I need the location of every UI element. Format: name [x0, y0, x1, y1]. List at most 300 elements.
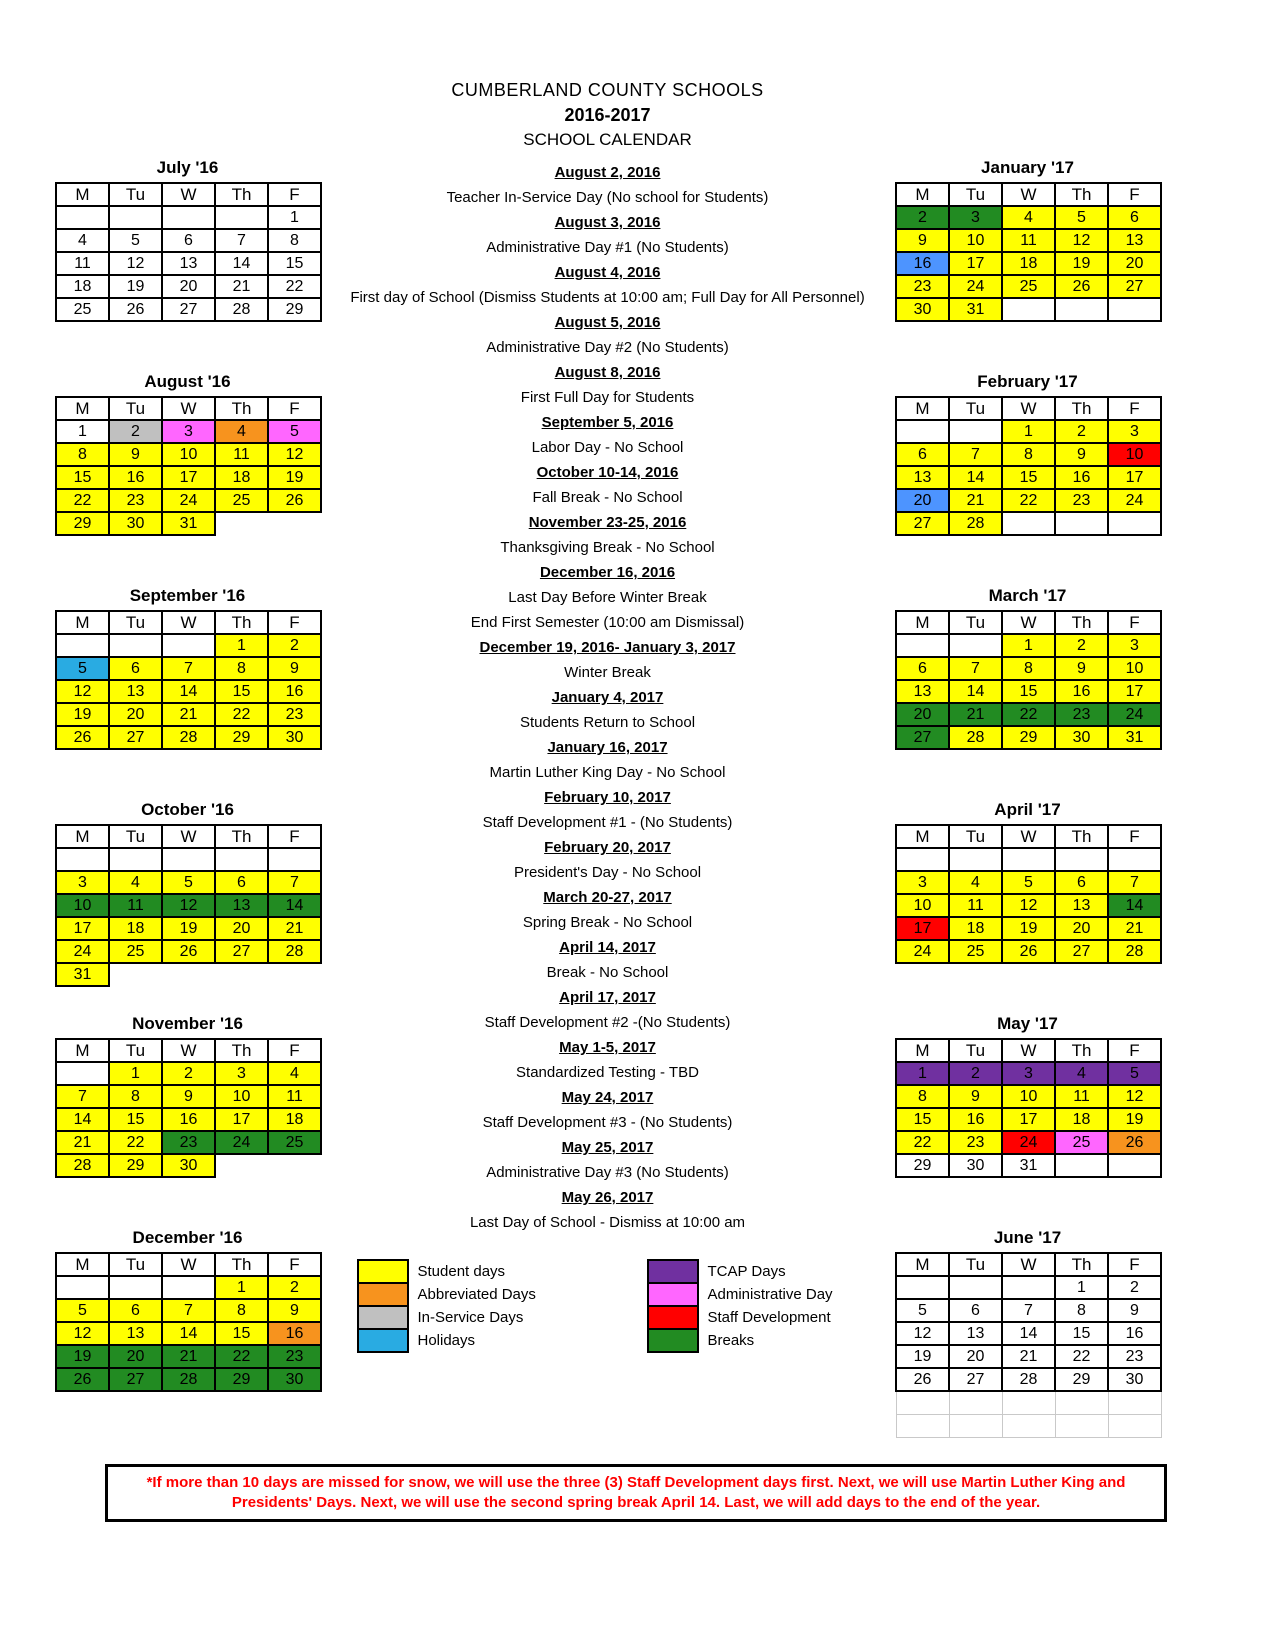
day-cell: 12 [109, 252, 162, 275]
day-cell: 30 [162, 1154, 215, 1177]
day-cell: 19 [162, 917, 215, 940]
day-cell: 1 [215, 634, 268, 657]
day-header: Tu [109, 611, 162, 634]
day-cell: 29 [1055, 1368, 1108, 1391]
calendar-table-october-16 [55, 824, 322, 987]
day-cell-empty [896, 634, 949, 657]
day-cell: 27 [896, 726, 949, 749]
day-cell: 18 [215, 466, 268, 489]
day-cell: 16 [109, 466, 162, 489]
day-cell: 25 [1002, 275, 1055, 298]
month-april-17 [895, 800, 1160, 1014]
day-cell: 27 [215, 940, 268, 963]
day-cell: 4 [1002, 206, 1055, 229]
day-cell: 6 [1108, 206, 1161, 229]
legend [326, 1259, 889, 1353]
event-date: January 4, 2017 [551, 689, 664, 706]
day-cell: 30 [268, 726, 321, 749]
day-cell: 24 [162, 489, 215, 512]
day-cell: 12 [268, 443, 321, 466]
day-cell: 13 [109, 1322, 162, 1345]
event-date: May 24, 2017 [561, 1089, 654, 1106]
day-cell: 15 [896, 1108, 949, 1131]
day-header: F [268, 825, 321, 848]
day-header: W [1002, 1039, 1055, 1062]
day-cell: 10 [1108, 657, 1161, 680]
legend-item [357, 1305, 569, 1330]
month-january-17 [895, 158, 1160, 372]
day-cell: 24 [1108, 703, 1161, 726]
legend-swatch-inservice [357, 1305, 409, 1330]
legend-swatch-holiday [357, 1328, 409, 1353]
day-cell: 23 [162, 1131, 215, 1154]
event-date: May 26, 2017 [561, 1189, 654, 1206]
day-cell: 31 [1002, 1154, 1055, 1177]
day-cell: 19 [1108, 1108, 1161, 1131]
day-cell: 15 [1002, 680, 1055, 703]
day-cell: 22 [1055, 1345, 1108, 1368]
legend-label: In-Service Days [417, 1309, 524, 1326]
day-cell: 4 [215, 420, 268, 443]
day-cell: 2 [949, 1062, 1002, 1085]
day-cell: 24 [56, 940, 109, 963]
day-cell: 6 [215, 871, 268, 894]
day-cell: 8 [215, 1299, 268, 1322]
month-title: January '17 [981, 158, 1074, 177]
day-cell: 16 [268, 680, 321, 703]
day-cell: 8 [1002, 657, 1055, 680]
day-cell: 16 [268, 1322, 321, 1345]
day-cell: 11 [56, 252, 109, 275]
day-cell-empty [1108, 848, 1161, 871]
day-cell: 2 [1055, 634, 1108, 657]
day-header: Th [1055, 825, 1108, 848]
day-cell: 3 [949, 206, 1002, 229]
day-cell: 3 [896, 871, 949, 894]
center-column [320, 158, 895, 1442]
event-date: September 5, 2016 [541, 414, 674, 431]
day-header: F [1108, 825, 1161, 848]
day-cell: 23 [949, 1131, 1002, 1154]
day-cell: 5 [56, 1299, 109, 1322]
day-cell: 29 [109, 1154, 162, 1177]
day-cell: 13 [896, 466, 949, 489]
month-february-17 [895, 372, 1160, 586]
event-desc: Administrative Day #2 (No Students) [486, 339, 729, 356]
day-header: W [1002, 825, 1055, 848]
day-cell-empty [1002, 848, 1055, 871]
day-header: Th [215, 1039, 268, 1062]
day-header: Tu [109, 825, 162, 848]
day-header: M [896, 825, 949, 848]
day-cell: 26 [109, 298, 162, 321]
day-cell: 18 [949, 917, 1002, 940]
month-august-16 [55, 372, 320, 586]
day-cell: 26 [1002, 940, 1055, 963]
snow-days-note [105, 1464, 1167, 1522]
day-cell: 16 [1055, 680, 1108, 703]
day-cell: 13 [896, 680, 949, 703]
day-cell-empty [949, 634, 1002, 657]
day-cell: 29 [896, 1154, 949, 1177]
day-header: W [162, 611, 215, 634]
day-cell-absent [215, 963, 268, 986]
day-cell-absent [162, 963, 215, 986]
day-cell: 7 [949, 443, 1002, 466]
legend-swatch-student [357, 1259, 409, 1284]
day-cell: 28 [56, 1154, 109, 1177]
event-desc: Last Day Before Winter Break [508, 589, 707, 606]
event-desc: First day of School (Dismiss Students at 10:00 am; Full Day for All Personnel) [350, 289, 865, 306]
day-cell: 12 [896, 1322, 949, 1345]
day-header: Th [215, 397, 268, 420]
day-cell: 9 [268, 657, 321, 680]
day-cell: 6 [896, 443, 949, 466]
day-cell: 20 [215, 917, 268, 940]
legend-label: Holidays [417, 1332, 476, 1349]
day-cell: 3 [162, 420, 215, 443]
page-header [0, 0, 1215, 150]
calendar-table-february-17 [895, 396, 1162, 536]
day-cell: 15 [215, 680, 268, 703]
day-cell: 8 [1002, 443, 1055, 466]
event-desc: Martin Luther King Day - No School [489, 764, 726, 781]
day-cell: 13 [162, 252, 215, 275]
legend-swatch-tcap [647, 1259, 699, 1284]
month-march-17 [895, 586, 1160, 800]
day-header: F [1108, 397, 1161, 420]
day-header: M [896, 397, 949, 420]
day-cell: 15 [1055, 1322, 1108, 1345]
day-cell: 16 [949, 1108, 1002, 1131]
calendar-table-march-17 [895, 610, 1162, 750]
day-header: Th [1055, 397, 1108, 420]
day-cell: 1 [896, 1062, 949, 1085]
day-cell: 4 [949, 871, 1002, 894]
day-cell: 20 [1108, 252, 1161, 275]
day-cell: 23 [1055, 489, 1108, 512]
day-cell-empty [109, 634, 162, 657]
legend-swatch-staffdev [647, 1305, 699, 1330]
day-cell: 30 [109, 512, 162, 535]
day-cell: 19 [56, 703, 109, 726]
day-cell: 17 [215, 1108, 268, 1131]
legend-item [357, 1328, 569, 1353]
calendar-label: SCHOOL CALENDAR [523, 130, 692, 149]
ghost-cell [949, 1414, 1002, 1437]
day-cell: 2 [1108, 1276, 1161, 1299]
day-cell: 20 [162, 275, 215, 298]
day-cell: 21 [1108, 917, 1161, 940]
day-cell: 12 [162, 894, 215, 917]
day-cell-empty [1055, 298, 1108, 321]
day-cell: 20 [896, 489, 949, 512]
day-cell-empty [1055, 512, 1108, 535]
day-cell: 23 [268, 1345, 321, 1368]
day-header: W [162, 397, 215, 420]
day-header: M [896, 183, 949, 206]
day-header: F [268, 397, 321, 420]
day-cell: 7 [1108, 871, 1161, 894]
legend-label: Breaks [707, 1332, 755, 1349]
day-cell: 4 [268, 1062, 321, 1085]
day-header: F [268, 611, 321, 634]
day-cell: 3 [56, 871, 109, 894]
legend-swatch-abbreviated [357, 1282, 409, 1307]
day-header: M [56, 825, 109, 848]
day-cell: 10 [215, 1085, 268, 1108]
day-cell: 5 [896, 1299, 949, 1322]
ghost-cell [1055, 1414, 1108, 1437]
day-cell: 22 [56, 489, 109, 512]
day-cell: 24 [1108, 489, 1161, 512]
day-cell: 20 [109, 703, 162, 726]
legend-item [357, 1259, 569, 1284]
day-header: Th [1055, 611, 1108, 634]
ghost-cell [1108, 1391, 1161, 1414]
day-cell: 7 [268, 871, 321, 894]
day-cell: 3 [1108, 634, 1161, 657]
day-cell: 8 [896, 1085, 949, 1108]
day-cell: 14 [162, 1322, 215, 1345]
day-header: M [56, 183, 109, 206]
day-header: M [896, 1253, 949, 1276]
day-cell-empty [109, 206, 162, 229]
day-cell: 7 [215, 229, 268, 252]
day-header: Tu [949, 611, 1002, 634]
event-date: August 3, 2016 [554, 214, 661, 231]
day-cell: 19 [896, 1345, 949, 1368]
day-cell: 2 [268, 1276, 321, 1299]
day-cell: 16 [896, 252, 949, 275]
day-cell-empty [162, 206, 215, 229]
ghost-cell [1108, 1414, 1161, 1437]
day-cell: 20 [109, 1345, 162, 1368]
day-cell: 7 [949, 657, 1002, 680]
day-cell: 27 [109, 1368, 162, 1391]
day-cell-empty [949, 420, 1002, 443]
day-cell: 25 [109, 940, 162, 963]
day-cell: 21 [215, 275, 268, 298]
day-cell: 21 [162, 1345, 215, 1368]
day-cell: 6 [109, 1299, 162, 1322]
event-date: August 5, 2016 [554, 314, 661, 331]
day-cell: 17 [1108, 680, 1161, 703]
event-desc: Last Day of School - Dismiss at 10:00 am [469, 1214, 746, 1231]
event-date: December 16, 2016 [539, 564, 676, 581]
day-cell: 13 [215, 894, 268, 917]
day-cell: 11 [109, 894, 162, 917]
day-cell: 1 [1002, 634, 1055, 657]
day-cell: 15 [1002, 466, 1055, 489]
day-cell: 16 [1108, 1322, 1161, 1345]
day-header: Tu [949, 1253, 1002, 1276]
legend-label: Student days [417, 1263, 506, 1280]
day-cell: 31 [1108, 726, 1161, 749]
day-cell: 22 [109, 1131, 162, 1154]
event-desc: Fall Break - No School [532, 489, 683, 506]
day-header: Tu [949, 1039, 1002, 1062]
day-cell: 1 [268, 206, 321, 229]
day-cell: 10 [896, 894, 949, 917]
day-cell: 8 [268, 229, 321, 252]
calendar-table-july-16 [55, 182, 322, 322]
month-december-16 [55, 1228, 320, 1442]
day-cell: 27 [1108, 275, 1161, 298]
day-cell: 30 [268, 1368, 321, 1391]
left-month-column [55, 158, 320, 1442]
event-desc: Staff Development #1 - (No Students) [482, 814, 733, 831]
day-cell: 2 [896, 206, 949, 229]
event-desc: Spring Break - No School [522, 914, 693, 931]
day-cell: 29 [215, 726, 268, 749]
day-cell: 18 [268, 1108, 321, 1131]
day-header: F [1108, 183, 1161, 206]
day-cell: 31 [56, 963, 109, 986]
day-cell: 25 [215, 489, 268, 512]
day-cell-empty [949, 1276, 1002, 1299]
day-cell-empty [162, 634, 215, 657]
day-cell: 25 [268, 1131, 321, 1154]
day-cell: 29 [56, 512, 109, 535]
event-date: January 16, 2017 [547, 739, 668, 756]
day-cell: 28 [162, 1368, 215, 1391]
day-cell: 2 [109, 420, 162, 443]
day-header: W [1002, 183, 1055, 206]
day-cell: 4 [56, 229, 109, 252]
day-cell-absent [268, 512, 321, 535]
day-cell: 30 [1055, 726, 1108, 749]
day-cell: 14 [215, 252, 268, 275]
day-cell: 31 [949, 298, 1002, 321]
day-cell: 22 [215, 1345, 268, 1368]
day-cell: 14 [1002, 1322, 1055, 1345]
day-cell: 23 [1108, 1345, 1161, 1368]
day-cell: 20 [1055, 917, 1108, 940]
day-cell: 14 [268, 894, 321, 917]
day-cell: 30 [1108, 1368, 1161, 1391]
day-cell: 10 [949, 229, 1002, 252]
event-desc: Staff Development #2 -(No Students) [484, 1014, 731, 1031]
event-date: February 20, 2017 [544, 839, 671, 856]
day-header: Tu [109, 397, 162, 420]
day-header: W [162, 183, 215, 206]
day-cell: 22 [896, 1131, 949, 1154]
day-header: M [56, 1253, 109, 1276]
day-cell: 25 [56, 298, 109, 321]
day-cell: 18 [1002, 252, 1055, 275]
day-cell-absent [215, 1154, 268, 1177]
calendar-table-november-16 [55, 1038, 322, 1178]
day-cell-empty [1002, 1276, 1055, 1299]
event-date: May 1-5, 2017 [559, 1039, 656, 1056]
day-cell: 29 [1002, 726, 1055, 749]
day-cell: 1 [1002, 420, 1055, 443]
day-cell: 8 [109, 1085, 162, 1108]
event-desc: Standardized Testing - TBD [516, 1064, 699, 1081]
day-cell: 5 [1055, 206, 1108, 229]
day-cell: 29 [215, 1368, 268, 1391]
day-cell-empty [1108, 512, 1161, 535]
day-cell: 11 [1055, 1085, 1108, 1108]
event-date: August 2, 2016 [554, 164, 661, 181]
legend-label: Administrative Day [707, 1286, 833, 1303]
legend-item [647, 1328, 859, 1353]
month-title: February '17 [977, 372, 1078, 391]
month-title: May '17 [997, 1014, 1058, 1033]
day-cell: 26 [896, 1368, 949, 1391]
day-header: W [1002, 1253, 1055, 1276]
day-cell: 10 [1108, 443, 1161, 466]
day-cell-absent [268, 963, 321, 986]
day-cell: 26 [162, 940, 215, 963]
legend-item [357, 1282, 569, 1307]
day-cell: 12 [1002, 894, 1055, 917]
day-header: F [1108, 1253, 1161, 1276]
day-cell: 3 [1002, 1062, 1055, 1085]
event-desc: Break - No School [546, 964, 669, 981]
day-cell-absent [109, 963, 162, 986]
month-july-16 [55, 158, 320, 372]
event-date: August 8, 2016 [554, 364, 661, 381]
day-cell-empty [56, 1276, 109, 1299]
events-list [326, 160, 889, 1235]
month-title: July '16 [156, 158, 219, 177]
day-cell: 12 [1055, 229, 1108, 252]
day-cell: 2 [162, 1062, 215, 1085]
day-cell-empty [896, 420, 949, 443]
day-cell: 6 [162, 229, 215, 252]
legend-label: Abbreviated Days [417, 1286, 536, 1303]
day-cell: 26 [56, 1368, 109, 1391]
day-cell: 21 [1002, 1345, 1055, 1368]
ghost-cell [1002, 1391, 1055, 1414]
ghost-cell [1055, 1391, 1108, 1414]
snow-days-note-text: *If more than 10 days are missed for snow, we will use the three (3) Staff Development days first. Next, we will use Martin Luther King and Presidents' Days. Next, we will use the second spring break April 14. Last, we will add days to the end of the year. [146, 1474, 1126, 1511]
day-cell: 19 [109, 275, 162, 298]
day-cell: 9 [949, 1085, 1002, 1108]
day-cell: 28 [1002, 1368, 1055, 1391]
day-cell: 27 [1055, 940, 1108, 963]
day-cell: 24 [896, 940, 949, 963]
day-cell: 24 [949, 275, 1002, 298]
day-cell: 6 [896, 657, 949, 680]
day-header: Tu [949, 397, 1002, 420]
day-cell: 27 [896, 512, 949, 535]
legend-label: TCAP Days [707, 1263, 786, 1280]
day-cell: 9 [162, 1085, 215, 1108]
day-cell: 4 [109, 871, 162, 894]
day-cell: 9 [268, 1299, 321, 1322]
ghost-cell [896, 1391, 949, 1414]
day-cell: 28 [215, 298, 268, 321]
month-june-17 [895, 1228, 1160, 1442]
day-cell: 2 [1055, 420, 1108, 443]
day-cell: 30 [949, 1154, 1002, 1177]
day-cell: 19 [56, 1345, 109, 1368]
day-cell: 23 [109, 489, 162, 512]
day-header: Tu [949, 825, 1002, 848]
day-header: Th [215, 1253, 268, 1276]
month-title: April '17 [994, 800, 1061, 819]
day-cell: 1 [56, 420, 109, 443]
day-cell: 28 [268, 940, 321, 963]
event-date: April 17, 2017 [559, 989, 656, 1006]
day-cell: 6 [1055, 871, 1108, 894]
day-cell-absent [268, 1154, 321, 1177]
calendar-table-may-17 [895, 1038, 1162, 1178]
event-desc: Thanksgiving Break - No School [500, 539, 715, 556]
